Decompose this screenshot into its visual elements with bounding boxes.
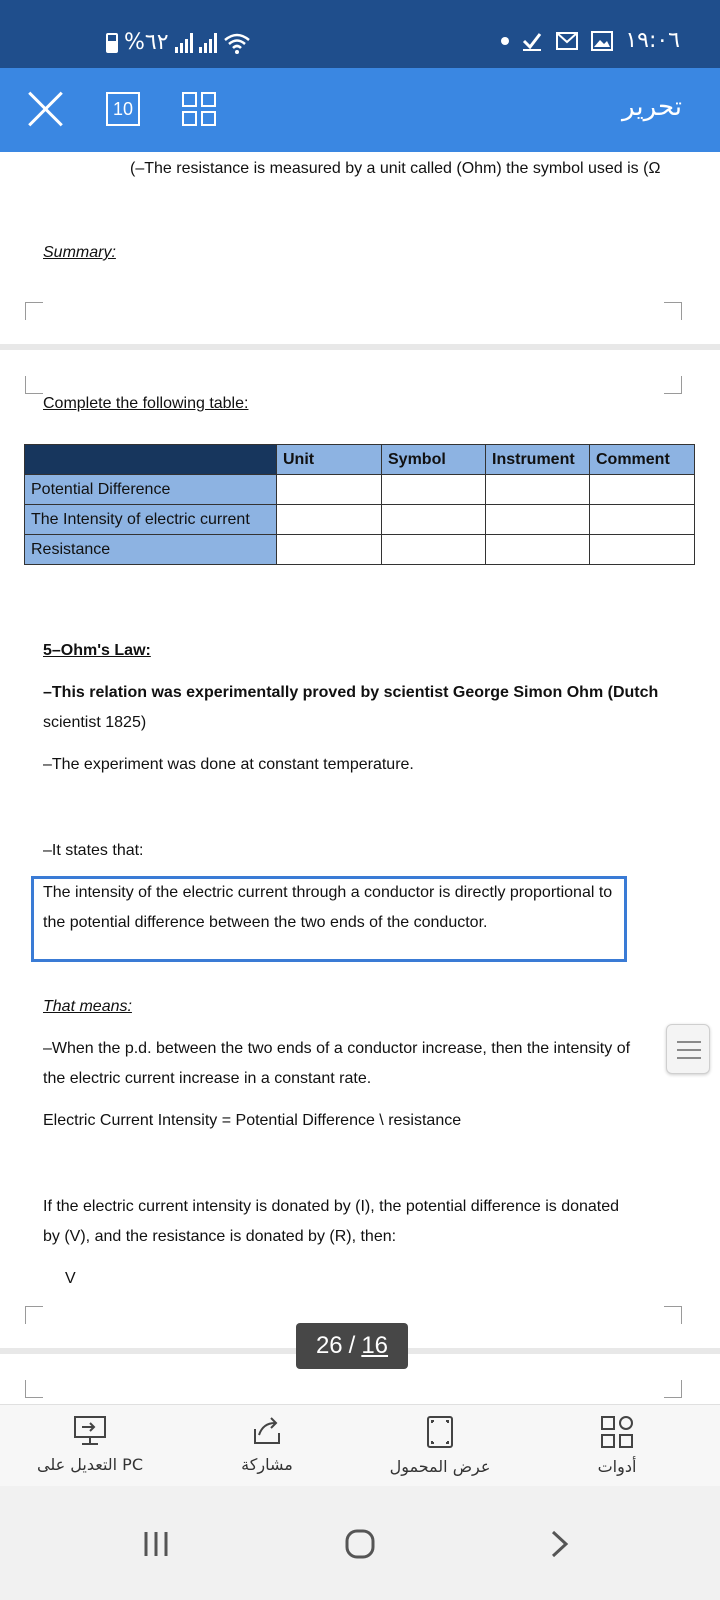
means-line: the electric current increase in a constant rate. <box>43 1070 372 1087</box>
share-button[interactable] <box>222 1415 312 1474</box>
recent-apps-button[interactable] <box>126 1514 186 1574</box>
table-cell[interactable] <box>277 535 382 565</box>
bottom-toolbar <box>0 1404 720 1486</box>
monitor-icon <box>72 1415 108 1447</box>
ohms-law-heading: 5–Ohm's Law: <box>43 642 151 659</box>
table-row <box>25 505 695 535</box>
table-cell[interactable] <box>486 475 590 505</box>
close-icon[interactable] <box>24 86 68 130</box>
dot-icon <box>501 37 509 45</box>
table-row <box>25 475 695 505</box>
symbols-line: If the electric current intensity is donated by (I), the potential difference is donated <box>43 1198 620 1215</box>
edit-button[interactable]: تحرير <box>622 92 682 122</box>
table-cell[interactable] <box>486 535 590 565</box>
page-number-button[interactable]: 10 <box>106 92 140 126</box>
relation-line: scientist 1825) <box>43 714 147 731</box>
tools-grid-icon <box>600 1415 634 1449</box>
table-header-cell: Comment <box>590 445 695 475</box>
table-cell[interactable] <box>590 475 695 505</box>
status-right <box>501 28 680 53</box>
table-cell[interactable] <box>277 505 382 535</box>
tools-button[interactable] <box>582 1415 652 1476</box>
mobile-view-button[interactable] <box>380 1415 500 1476</box>
that-means-heading: That means: <box>43 998 132 1015</box>
app-toolbar <box>0 68 720 152</box>
relation-line: –This relation was experimentally proved by scientist George Simon Ohm (Dutch <box>43 684 659 701</box>
v-symbol: V <box>65 1270 76 1287</box>
scroll-handle[interactable] <box>666 1024 710 1074</box>
table-cell[interactable] <box>590 505 695 535</box>
signal-icon <box>175 33 193 53</box>
signal-icon <box>199 33 217 53</box>
share-icon <box>249 1415 285 1447</box>
table-cell[interactable] <box>382 505 486 535</box>
table-row-label: Potential Difference <box>25 475 277 505</box>
battery-percent: %٦٢ <box>124 30 169 55</box>
means-line: –When the p.d. between the two ends of a conductor increase, then the intensity of <box>43 1040 631 1057</box>
table-header-cell: Unit <box>277 445 382 475</box>
navigation-bar <box>0 1486 720 1600</box>
document-view[interactable] <box>0 152 720 1432</box>
table-row <box>25 535 695 565</box>
page-current: 16 <box>361 1332 389 1359</box>
gmail-icon <box>555 31 579 51</box>
grid-view-icon[interactable] <box>182 92 216 126</box>
back-button[interactable] <box>530 1514 590 1574</box>
resistance-line: (–The resistance is measured by a unit called (Ohm) the symbol used is (Ω <box>130 160 661 177</box>
status-left <box>106 30 251 55</box>
share-label: مشاركة <box>241 1455 293 1474</box>
table-header-cell <box>25 445 277 475</box>
quantities-table <box>24 444 695 565</box>
table-header-cell: Instrument <box>486 445 590 475</box>
symbols-line: by (V), and the resistance is donated by (R), then: <box>43 1228 397 1245</box>
table-cell[interactable] <box>382 535 486 565</box>
formula-line: Electric Current Intensity = Potential Difference \ resistance <box>43 1112 462 1129</box>
page-corner-mark <box>664 1380 682 1398</box>
clock: ١٩:٠٦ <box>625 28 680 53</box>
home-button[interactable] <box>330 1514 390 1574</box>
page-corner-mark <box>25 376 43 394</box>
battery-icon <box>106 33 118 53</box>
page-separator-slash: / <box>348 1332 356 1359</box>
table-row-label: The Intensity of electric current <box>25 505 277 535</box>
home-icon <box>344 1528 376 1560</box>
page-corner-mark <box>664 1306 682 1324</box>
page-corner-mark <box>25 1306 43 1324</box>
edit-on-pc-button[interactable] <box>30 1415 150 1474</box>
status-bar <box>0 0 720 68</box>
page-corner-mark <box>664 376 682 394</box>
table-row-label: Resistance <box>25 535 277 565</box>
law-statement-line: the potential difference between the two ends of the conductor. <box>43 914 488 931</box>
mobile-view-label: عرض المحمول <box>389 1457 491 1476</box>
recent-apps-icon <box>141 1530 171 1558</box>
wifi-icon <box>223 32 251 54</box>
complete-table-instruction: Complete the following table: <box>43 395 249 412</box>
table-cell[interactable] <box>590 535 695 565</box>
experiment-line: –The experiment was done at constant temperature. <box>43 756 414 773</box>
mobile-view-icon <box>424 1415 456 1449</box>
page-corner-mark <box>25 1380 43 1398</box>
table-cell[interactable] <box>277 475 382 505</box>
table-header-cell: Symbol <box>382 445 486 475</box>
table-cell[interactable] <box>486 505 590 535</box>
page-corner-mark <box>25 302 43 320</box>
page-total: 26 <box>315 1332 343 1359</box>
tools-label: أدوات <box>597 1457 637 1476</box>
checkmark-icon <box>521 30 543 52</box>
law-statement-line: The intensity of the electric current through a conductor is directly proportional to <box>43 884 613 901</box>
table-cell[interactable] <box>382 475 486 505</box>
states-that-line: –It states that: <box>43 842 144 859</box>
table-header-row <box>25 445 695 475</box>
page-indicator <box>296 1323 408 1369</box>
summary-heading: Summary: <box>43 244 116 261</box>
chevron-right-icon <box>549 1529 571 1559</box>
page-separator <box>0 344 720 350</box>
page-corner-mark <box>664 302 682 320</box>
edit-on-pc-label: التعديل على PC <box>36 1455 143 1474</box>
gallery-icon <box>591 31 613 51</box>
